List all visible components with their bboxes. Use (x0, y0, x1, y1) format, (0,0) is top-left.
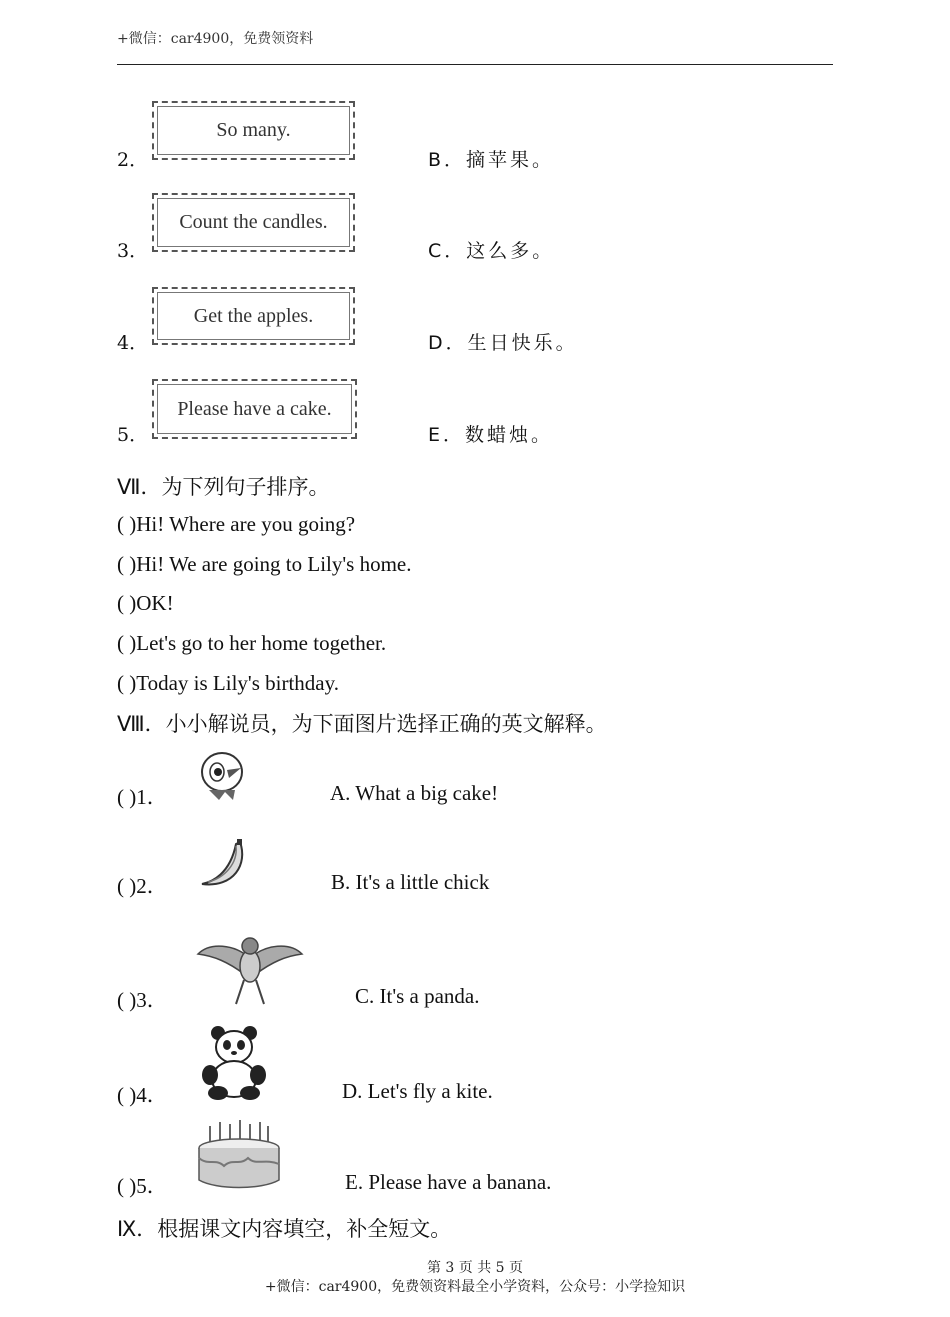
match-chinese: 数蜡烛。 (465, 424, 554, 446)
section-7-title: Ⅶ．为下列句子排序。 (117, 475, 330, 499)
sentence-line: ( )Let's go to her home together. (117, 631, 387, 655)
chick-picture (195, 748, 249, 804)
phrase-card: Get the apples. (152, 287, 355, 345)
sentence-line: ( )Today is Lily's birthday. (117, 671, 339, 695)
match-number: 4． (117, 332, 149, 354)
kite-picture (196, 932, 304, 1006)
option-text: B. It's a little chick (331, 870, 490, 894)
header-rule (117, 64, 833, 65)
cake-picture (196, 1118, 282, 1192)
match-letter: B． (428, 149, 467, 171)
phrase-card: So many. (152, 101, 355, 160)
header-note: +微信：car4900，免费领资料 (117, 31, 314, 47)
sentence-line: ( )Hi! We are going to Lily's home. (117, 552, 412, 576)
picture-blank: ( )3． (117, 988, 168, 1012)
option-text: E. Please have a banana. (345, 1170, 552, 1194)
match-letter: E． (428, 424, 466, 446)
match-number: 5． (117, 424, 149, 446)
section-8-title: Ⅷ．小小解说员，为下面图片选择正确的英文解释。 (117, 712, 607, 736)
option-text: D. Let's fly a kite. (342, 1079, 493, 1103)
phrase-card: Please have a cake. (152, 379, 357, 439)
match-chinese: 生日快乐。 (467, 332, 578, 354)
banana-picture (196, 838, 250, 894)
match-number: 2． (117, 149, 149, 171)
footer-note: +微信：car4900，免费领资料最全小学资料，公众号：小学捡知识 (264, 1279, 686, 1295)
section-9-title: Ⅸ．根据课文内容填空，补全短文。 (117, 1217, 452, 1241)
page-number: 第 3 页 共 5 页 (426, 1260, 524, 1276)
match-chinese: 摘苹果。 (466, 149, 555, 171)
panda-picture (196, 1023, 274, 1101)
picture-blank: ( )4． (117, 1083, 168, 1107)
match-chinese: 这么多。 (466, 240, 555, 262)
phrase-card: Count the candles. (152, 193, 355, 252)
match-letter: D． (428, 332, 468, 354)
option-text: A. What a big cake! (330, 781, 499, 805)
option-text: C. It's a panda. (355, 984, 480, 1008)
picture-blank: ( )5． (117, 1174, 168, 1198)
sentence-line: ( )Hi! Where are you going? (117, 512, 356, 536)
picture-blank: ( )1． (117, 785, 168, 809)
match-letter: C． (428, 240, 467, 262)
picture-blank: ( )2． (117, 874, 168, 898)
match-number: 3． (117, 240, 149, 262)
sentence-line: ( )OK! (117, 591, 174, 615)
